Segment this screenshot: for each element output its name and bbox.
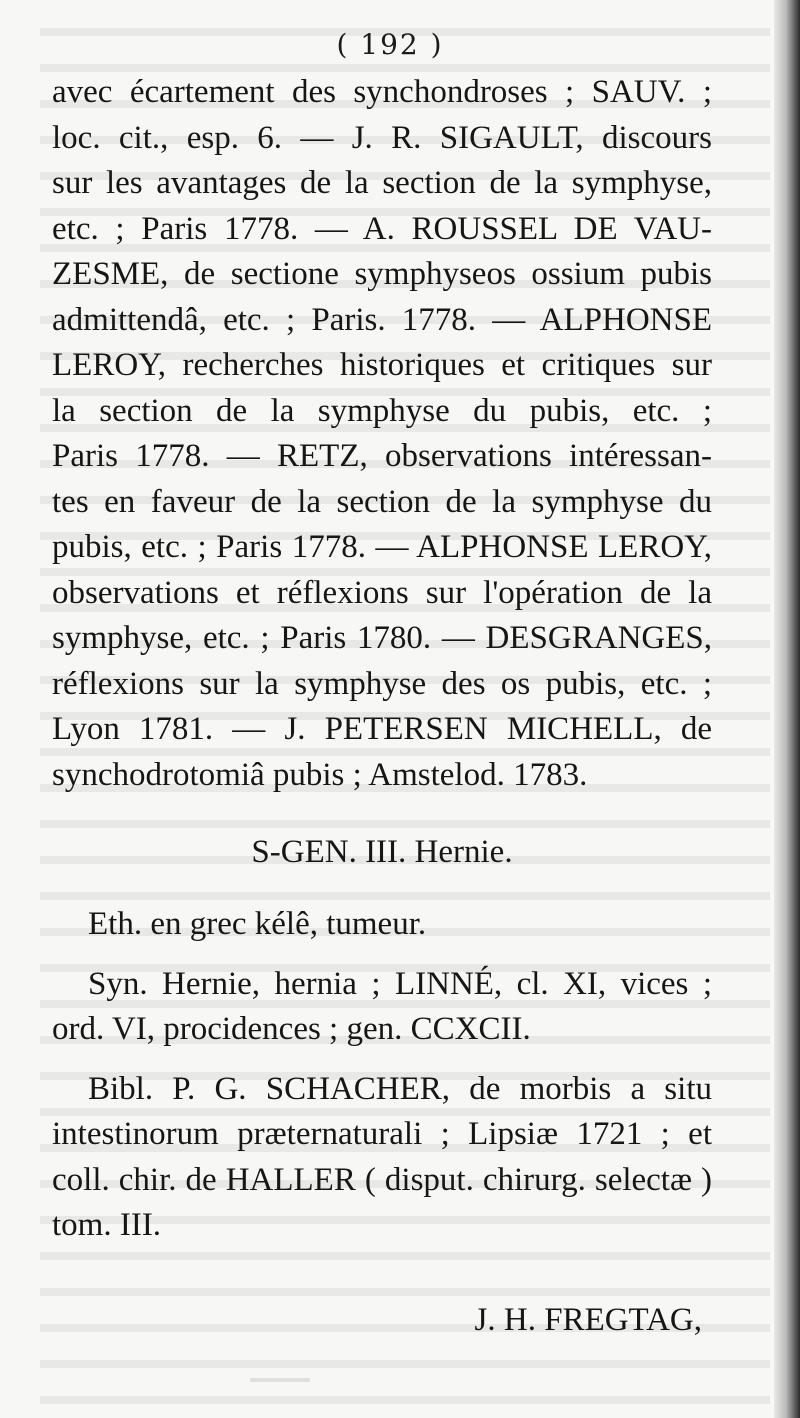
text-line: Paris 1778. — RETZ, observations intéressan- [52,438,712,474]
text-line: Bibl. P. G. SCHACHER, de morbis a situ [88,1070,712,1107]
text-line: admittendâ, etc. ; Paris. 1778. — ALPHONSE [52,301,712,338]
text-line: LEROY, recherches historiques et critiques sur [52,347,712,383]
text-line: Syn. Hernie, hernia ; LINNÉ, cl. XI, vices ; [88,965,712,1002]
text-line: ZESME, de sectione symphyseos ossium pubis [52,256,712,292]
text-line: loc. cit., esp. 6. — J. R. SIGAULT, discours [52,119,712,156]
ink-smudge [250,1378,310,1382]
text-line: symphyse, etc. ; Paris 1780. — DESGRANGES, [52,620,712,656]
text-line: réflexions sur la symphyse des os pubis, etc. ; [52,665,712,702]
text-line: intestinorum præternaturali ; Lipsiæ 1721 ; et [52,1116,712,1152]
page-number: ( 192 ) [336,28,444,61]
section-heading: S-GEN. III. Hernie. [251,834,513,870]
text-line: tom. III. [52,1207,162,1243]
text-line: Lyon 1781. — J. PETERSEN MICHELL, de [52,711,712,747]
text-line: ord. VI, procidences ; gen. CCXCII. [52,1011,531,1047]
text-line: Eth. en grec kélê, tumeur. [88,906,427,942]
text-line: pubis, etc. ; Paris 1778. — ALPHONSE LEROY, [52,529,712,565]
text-line: tes en faveur de la section de la symphyse du [52,483,712,520]
page-edge-shadow [774,0,800,1418]
text-line: coll. chir. de HALLER ( disput. chirurg. selectæ ) [52,1161,712,1198]
text-line: la section de la symphyse du pubis, etc. ; [52,392,712,429]
synonymy-paragraph [52,962,712,1053]
text-line: avec écartement des synchondroses ; SAUV. ; [52,74,712,110]
text-line: synchodrotomiâ pubis ; Amstelod. 1783. [52,756,588,793]
bibliography-paragraph [52,1067,712,1249]
text-line: etc. ; Paris 1778. — A. ROUSSEL DE VAU- [52,210,712,247]
continuation-paragraph [52,70,712,798]
text-line: sur les avantages de la section de la symphyse, [52,165,712,201]
text-line: observations et réflexions sur l'opération de la [52,574,712,611]
catchword: J. H. FREGTAG, [474,1302,702,1338]
page-text [52,70,712,1249]
etymology-paragraph [52,902,712,948]
